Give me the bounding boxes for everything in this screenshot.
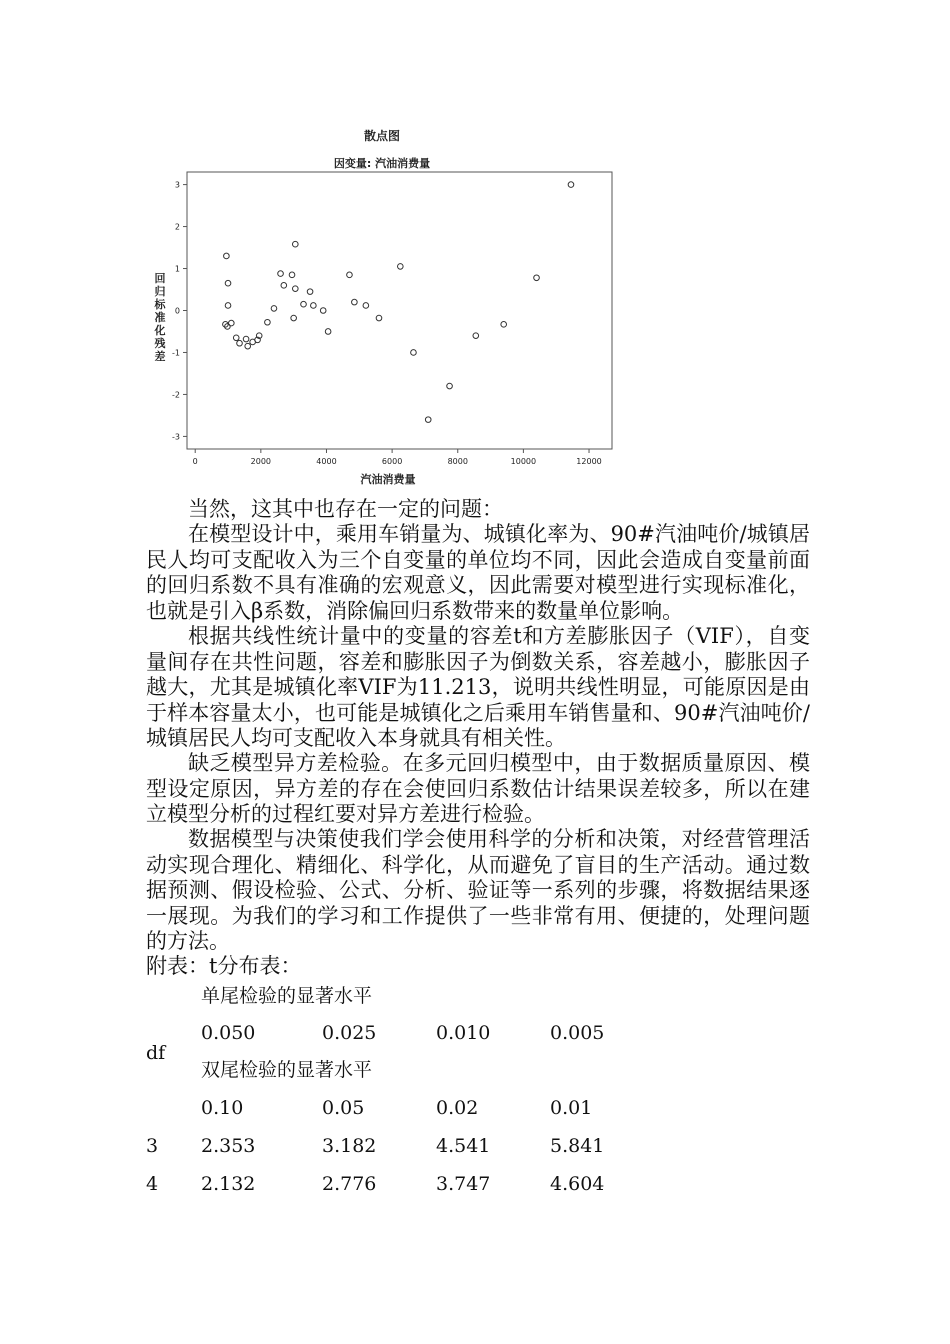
x-tick-label: 8000 (447, 457, 468, 466)
y-tick-label: 0 (174, 306, 180, 316)
one-tail-level: 0.005 (550, 1022, 605, 1044)
table-cell: 2.353 (201, 1135, 256, 1157)
y-tick-label: -1 (172, 348, 180, 358)
two-tail-level: 0.10 (201, 1097, 244, 1119)
x-tick-label: 6000 (381, 457, 403, 466)
y-axis-ticks (172, 181, 187, 442)
x-axis-label: 汽油消费量 (360, 473, 416, 486)
x-tick-label: 2000 (250, 457, 272, 466)
one-tail-level: 0.010 (436, 1022, 491, 1044)
y-axis-label-char: 标 (154, 298, 166, 311)
residual-scatter-chart (140, 122, 620, 492)
y-axis-label-char: 归 (154, 285, 166, 298)
table-cell: 5.841 (550, 1135, 605, 1157)
table-cell: 2.776 (322, 1173, 377, 1195)
y-axis-label-char: 回 (154, 272, 166, 285)
y-tick-label: -3 (172, 432, 180, 442)
y-axis-label-char: 差 (154, 350, 166, 363)
y-tick-label: 3 (174, 180, 180, 190)
two-tail-level: 0.05 (322, 1097, 365, 1119)
one-tail-level: 0.025 (322, 1022, 377, 1044)
table-cell: 3.182 (322, 1135, 377, 1157)
x-tick-label: 0 (192, 457, 198, 466)
x-tick-label: 12000 (576, 457, 602, 466)
table-cell: 4.604 (550, 1173, 605, 1195)
table-row-df: 4 (146, 1173, 159, 1195)
chart-title: 散点图 (363, 129, 401, 143)
y-axis-label-char: 残 (154, 337, 166, 350)
appendix-caption: 附表：t分布表： (146, 954, 302, 978)
table-cell: 2.132 (201, 1173, 256, 1195)
y-axis-label-char: 化 (154, 324, 166, 337)
y-axis-label (154, 271, 167, 363)
two-tail-header: 双尾检验的显著水平 (201, 1059, 373, 1081)
table-row-df: 3 (146, 1135, 159, 1157)
one-tail-level: 0.050 (201, 1022, 256, 1044)
two-tail-level: 0.01 (550, 1097, 593, 1119)
x-tick-label: 4000 (316, 457, 337, 466)
table-cell: 4.541 (436, 1135, 491, 1157)
paragraph-3: 根据共线性统计量中的变量的容差t和方差膨胀因子（VIF），自变量间存在共性问题，容差和膨胀因子为倒数关系，容差越小，膨胀因子越大，尤其是城镇化率VIF为11.213，说明共线性明显，可能原因是由于样本容量太小，也可能是城镇化之后乘用车销售量和、90#汽油吨价/城镇居民人均可支配收入本身就具有相关性。 (146, 624, 810, 750)
two-tail-level: 0.02 (436, 1097, 479, 1119)
paragraph-2: 在模型设计中，乘用车销量为、城镇化率为、90#汽油吨价/城镇居民人均可支配收入为三个自变量的单位均不同，因此会造成自变量前面的回归系数不具有准确的宏观意义，因此需要对模型进行实现标准化，也就是引入β系数，消除偏回归系数带来的数量单位影响。 (146, 522, 810, 623)
df-label: df (146, 1042, 166, 1064)
y-tick-label: 2 (174, 222, 180, 232)
x-axis-ticks (193, 449, 602, 466)
x-tick-label: 10000 (510, 457, 537, 466)
paragraph-4: 缺乏模型异方差检验。在多元回归模型中，由于数据质量原因、模型设定原因，异方差的存在会使回归系数估计结果误差较多，所以在建立模型分析的过程红要对异方差进行检验。 (146, 751, 810, 826)
one-tail-header: 单尾检验的显著水平 (201, 985, 373, 1007)
paragraph-1: 当然，这其中也存在一定的问题： (188, 497, 503, 521)
y-axis-label-char: 准 (154, 311, 166, 324)
chart-subtitle: 因变量: 汽油消费量 (333, 157, 431, 170)
y-tick-label: -2 (172, 390, 180, 400)
table-cell: 3.747 (436, 1173, 491, 1195)
y-tick-label: 1 (174, 264, 180, 274)
paragraph-5: 数据模型与决策使我们学会使用科学的分析和决策，对经营管理活动实现合理化、精细化、科学化，从而避免了盲目的生产活动。通过数据预测、假设检验、公式、分析、验证等一系列的步骤，将数据结果逐一展现。为我们的学习和工作提供了一些非常有用、便捷的，处理问题的方法。 (146, 827, 810, 953)
plot-area (187, 172, 612, 449)
